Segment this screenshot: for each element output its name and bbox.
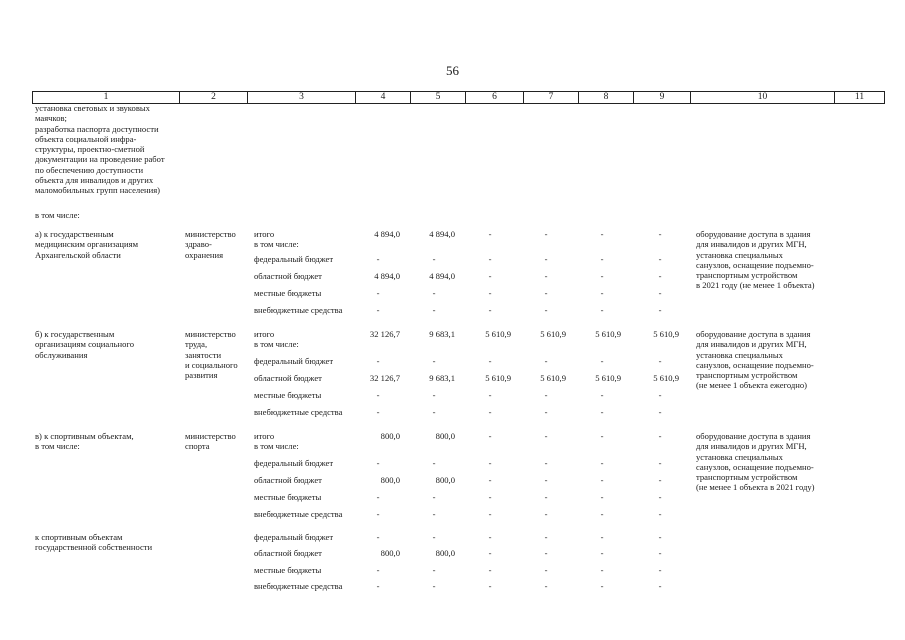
dash-value: - — [600, 475, 604, 485]
in-that-number-label: в том числе: — [35, 210, 80, 220]
column-header-5: 5 — [411, 92, 466, 104]
amount-value: 4 894,0 — [374, 229, 400, 239]
amount-value: 32 126,7 — [369, 373, 400, 383]
dash-value: - — [488, 532, 492, 542]
column-header-2: 2 — [180, 92, 248, 104]
dash-value: - — [488, 475, 492, 485]
amount-value: 5 610,9 — [653, 329, 679, 339]
dash-value: - — [600, 509, 604, 519]
dash-value: - — [600, 492, 604, 502]
funding-source: местные бюджеты — [254, 390, 322, 400]
dash-value: - — [544, 475, 548, 485]
column-header-3: 3 — [248, 92, 356, 104]
dash-value: - — [658, 581, 662, 591]
dash-value: - — [600, 565, 604, 575]
amount-value: 5 610,9 — [540, 329, 566, 339]
dash-value: - — [544, 305, 548, 315]
dash-value: - — [432, 458, 436, 468]
amount-value: 800,0 — [380, 431, 400, 441]
funding-source: областной бюджет — [254, 373, 322, 383]
funding-source: федеральный бюджет — [254, 356, 334, 366]
dash-value: - — [488, 390, 492, 400]
dash-value: - — [658, 509, 662, 519]
responsible-executor: министерство здраво- охранения — [185, 229, 236, 260]
dash-value: - — [658, 254, 662, 264]
funding-source: областной бюджет — [254, 475, 322, 485]
dash-value: - — [488, 548, 492, 558]
dash-value: - — [658, 288, 662, 298]
dash-value: - — [600, 390, 604, 400]
dash-value: - — [600, 532, 604, 542]
page-number: 56 — [446, 63, 459, 78]
dash-value: - — [658, 271, 662, 281]
dash-value: - — [658, 532, 662, 542]
dash-value: - — [544, 492, 548, 502]
amount-value: 5 610,9 — [595, 373, 621, 383]
amount-value: 5 610,9 — [653, 373, 679, 383]
column-header-7: 7 — [524, 92, 579, 104]
funding-source: областной бюджет — [254, 548, 322, 558]
dash-value: - — [488, 305, 492, 315]
dash-value: - — [488, 492, 492, 502]
funding-source: областной бюджет — [254, 271, 322, 281]
dash-value: - — [544, 532, 548, 542]
funding-source: местные бюджеты — [254, 565, 322, 575]
dash-value: - — [600, 407, 604, 417]
amount-value: 800,0 — [435, 475, 455, 485]
dash-value: - — [658, 356, 662, 366]
funding-source: итого в том числе: — [254, 229, 299, 250]
column-header-10: 10 — [691, 92, 835, 104]
dash-value: - — [488, 271, 492, 281]
dash-value: - — [544, 254, 548, 264]
funding-source: внебюджетные средства — [254, 581, 343, 591]
funding-source: федеральный бюджет — [254, 458, 334, 468]
dash-value: - — [488, 356, 492, 366]
dash-value: - — [488, 431, 492, 441]
dash-value: - — [544, 548, 548, 558]
dash-value: - — [488, 407, 492, 417]
funding-source: местные бюджеты — [254, 288, 322, 298]
column-header-11: 11 — [835, 92, 885, 104]
dash-value: - — [600, 548, 604, 558]
column-header-9: 9 — [634, 92, 691, 104]
dash-value: - — [544, 581, 548, 591]
amount-value: 4 894,0 — [374, 271, 400, 281]
section-name: а) к государственным медицинским организациям Архангельской области — [35, 229, 139, 260]
dash-value: - — [600, 271, 604, 281]
amount-value: 800,0 — [435, 431, 455, 441]
funding-source: итого в том числе: — [254, 329, 299, 350]
amount-value: 9 683,1 — [429, 329, 455, 339]
dash-value: - — [600, 458, 604, 468]
dash-value: - — [432, 492, 436, 502]
dash-value: - — [488, 288, 492, 298]
dash-value: - — [488, 229, 492, 239]
dash-value: - — [376, 288, 380, 298]
amount-value: 32 126,7 — [369, 329, 400, 339]
expected-result: оборудование доступа в здания для инвалидов и других МГН, установка специальных санузлов, оснащение подъемно- транспортным устройством (не менее 1 объекта ежегодно) — [696, 329, 814, 391]
dash-value: - — [658, 475, 662, 485]
dash-value: - — [600, 581, 604, 591]
funding-source: внебюджетные средства — [254, 305, 343, 315]
dash-value: - — [432, 509, 436, 519]
dash-value: - — [544, 390, 548, 400]
measure-description-continued: установка световых и звуковых маячков; разработка паспорта доступности объекта социальной инфра- структуры, проектно-сметной документации на проведение работ по обеспечению доступности объекта для инвалидов и других маломобильных групп населения) — [35, 103, 165, 196]
amount-value: 5 610,9 — [485, 329, 511, 339]
dash-value: - — [544, 509, 548, 519]
dash-value: - — [544, 565, 548, 575]
dash-value: - — [600, 431, 604, 441]
dash-value: - — [488, 458, 492, 468]
dash-value: - — [544, 271, 548, 281]
amount-value: 4 894,0 — [429, 271, 455, 281]
dash-value: - — [658, 390, 662, 400]
section-name: в) к спортивным объектам, в том числе: — [35, 431, 134, 452]
dash-value: - — [658, 407, 662, 417]
funding-source: федеральный бюджет — [254, 532, 334, 542]
funding-source: местные бюджеты — [254, 492, 322, 502]
funding-source: итого в том числе: — [254, 431, 299, 452]
dash-value: - — [544, 356, 548, 366]
section-name: б) к государственным организациям социального обслуживания — [35, 329, 134, 360]
dash-value: - — [376, 407, 380, 417]
funding-source: внебюджетные средства — [254, 407, 343, 417]
dash-value: - — [376, 356, 380, 366]
dash-value: - — [600, 254, 604, 264]
dash-value: - — [432, 305, 436, 315]
dash-value: - — [600, 288, 604, 298]
dash-value: - — [544, 458, 548, 468]
funding-source: внебюджетные средства — [254, 509, 343, 519]
amount-value: 5 610,9 — [485, 373, 511, 383]
dash-value: - — [658, 565, 662, 575]
dash-value: - — [544, 288, 548, 298]
amount-value: 9 683,1 — [429, 373, 455, 383]
dash-value: - — [488, 565, 492, 575]
column-header-8: 8 — [579, 92, 634, 104]
dash-value: - — [658, 548, 662, 558]
dash-value: - — [658, 458, 662, 468]
dash-value: - — [376, 305, 380, 315]
dash-value: - — [488, 581, 492, 591]
dash-value: - — [432, 254, 436, 264]
dash-value: - — [600, 356, 604, 366]
column-header-1: 1 — [33, 92, 180, 104]
dash-value: - — [600, 305, 604, 315]
dash-value: - — [376, 492, 380, 502]
column-header-4: 4 — [356, 92, 411, 104]
dash-value: - — [432, 356, 436, 366]
dash-value: - — [376, 509, 380, 519]
column-header-6: 6 — [466, 92, 524, 104]
dash-value: - — [432, 565, 436, 575]
dash-value: - — [432, 581, 436, 591]
dash-value: - — [376, 390, 380, 400]
dash-value: - — [658, 229, 662, 239]
amount-value: 5 610,9 — [540, 373, 566, 383]
amount-value: 800,0 — [435, 548, 455, 558]
dash-value: - — [544, 229, 548, 239]
amount-value: 4 894,0 — [429, 229, 455, 239]
dash-value: - — [376, 532, 380, 542]
dash-value: - — [432, 532, 436, 542]
amount-value: 800,0 — [380, 475, 400, 485]
responsible-executor: министерство спорта — [185, 431, 236, 452]
dash-value: - — [488, 509, 492, 519]
expected-result: оборудование доступа в здания для инвалидов и других МГН, установка специальных санузлов, оснащение подъемно- транспортным устройством (не менее 1 объекта в 2021 году) — [696, 431, 815, 493]
dash-value: - — [544, 431, 548, 441]
dash-value: - — [376, 581, 380, 591]
dash-value: - — [544, 407, 548, 417]
section-name: к спортивным объектам государственной собственности — [35, 532, 153, 553]
dash-value: - — [432, 407, 436, 417]
dash-value: - — [658, 305, 662, 315]
amount-value: 5 610,9 — [595, 329, 621, 339]
dash-value: - — [488, 254, 492, 264]
responsible-executor: министерство труда, занятости и социального развития — [185, 329, 238, 381]
amount-value: 800,0 — [380, 548, 400, 558]
dash-value: - — [658, 431, 662, 441]
dash-value: - — [376, 254, 380, 264]
dash-value: - — [376, 458, 380, 468]
funding-source: федеральный бюджет — [254, 254, 334, 264]
dash-value: - — [432, 390, 436, 400]
dash-value: - — [658, 492, 662, 502]
dash-value: - — [432, 288, 436, 298]
dash-value: - — [600, 229, 604, 239]
expected-result: оборудование доступа в здания для инвалидов и других МГН, установка специальных санузлов, оснащение подъемно- транспортным устройством в 2021 году (не менее 1 объекта) — [696, 229, 815, 291]
dash-value: - — [376, 565, 380, 575]
